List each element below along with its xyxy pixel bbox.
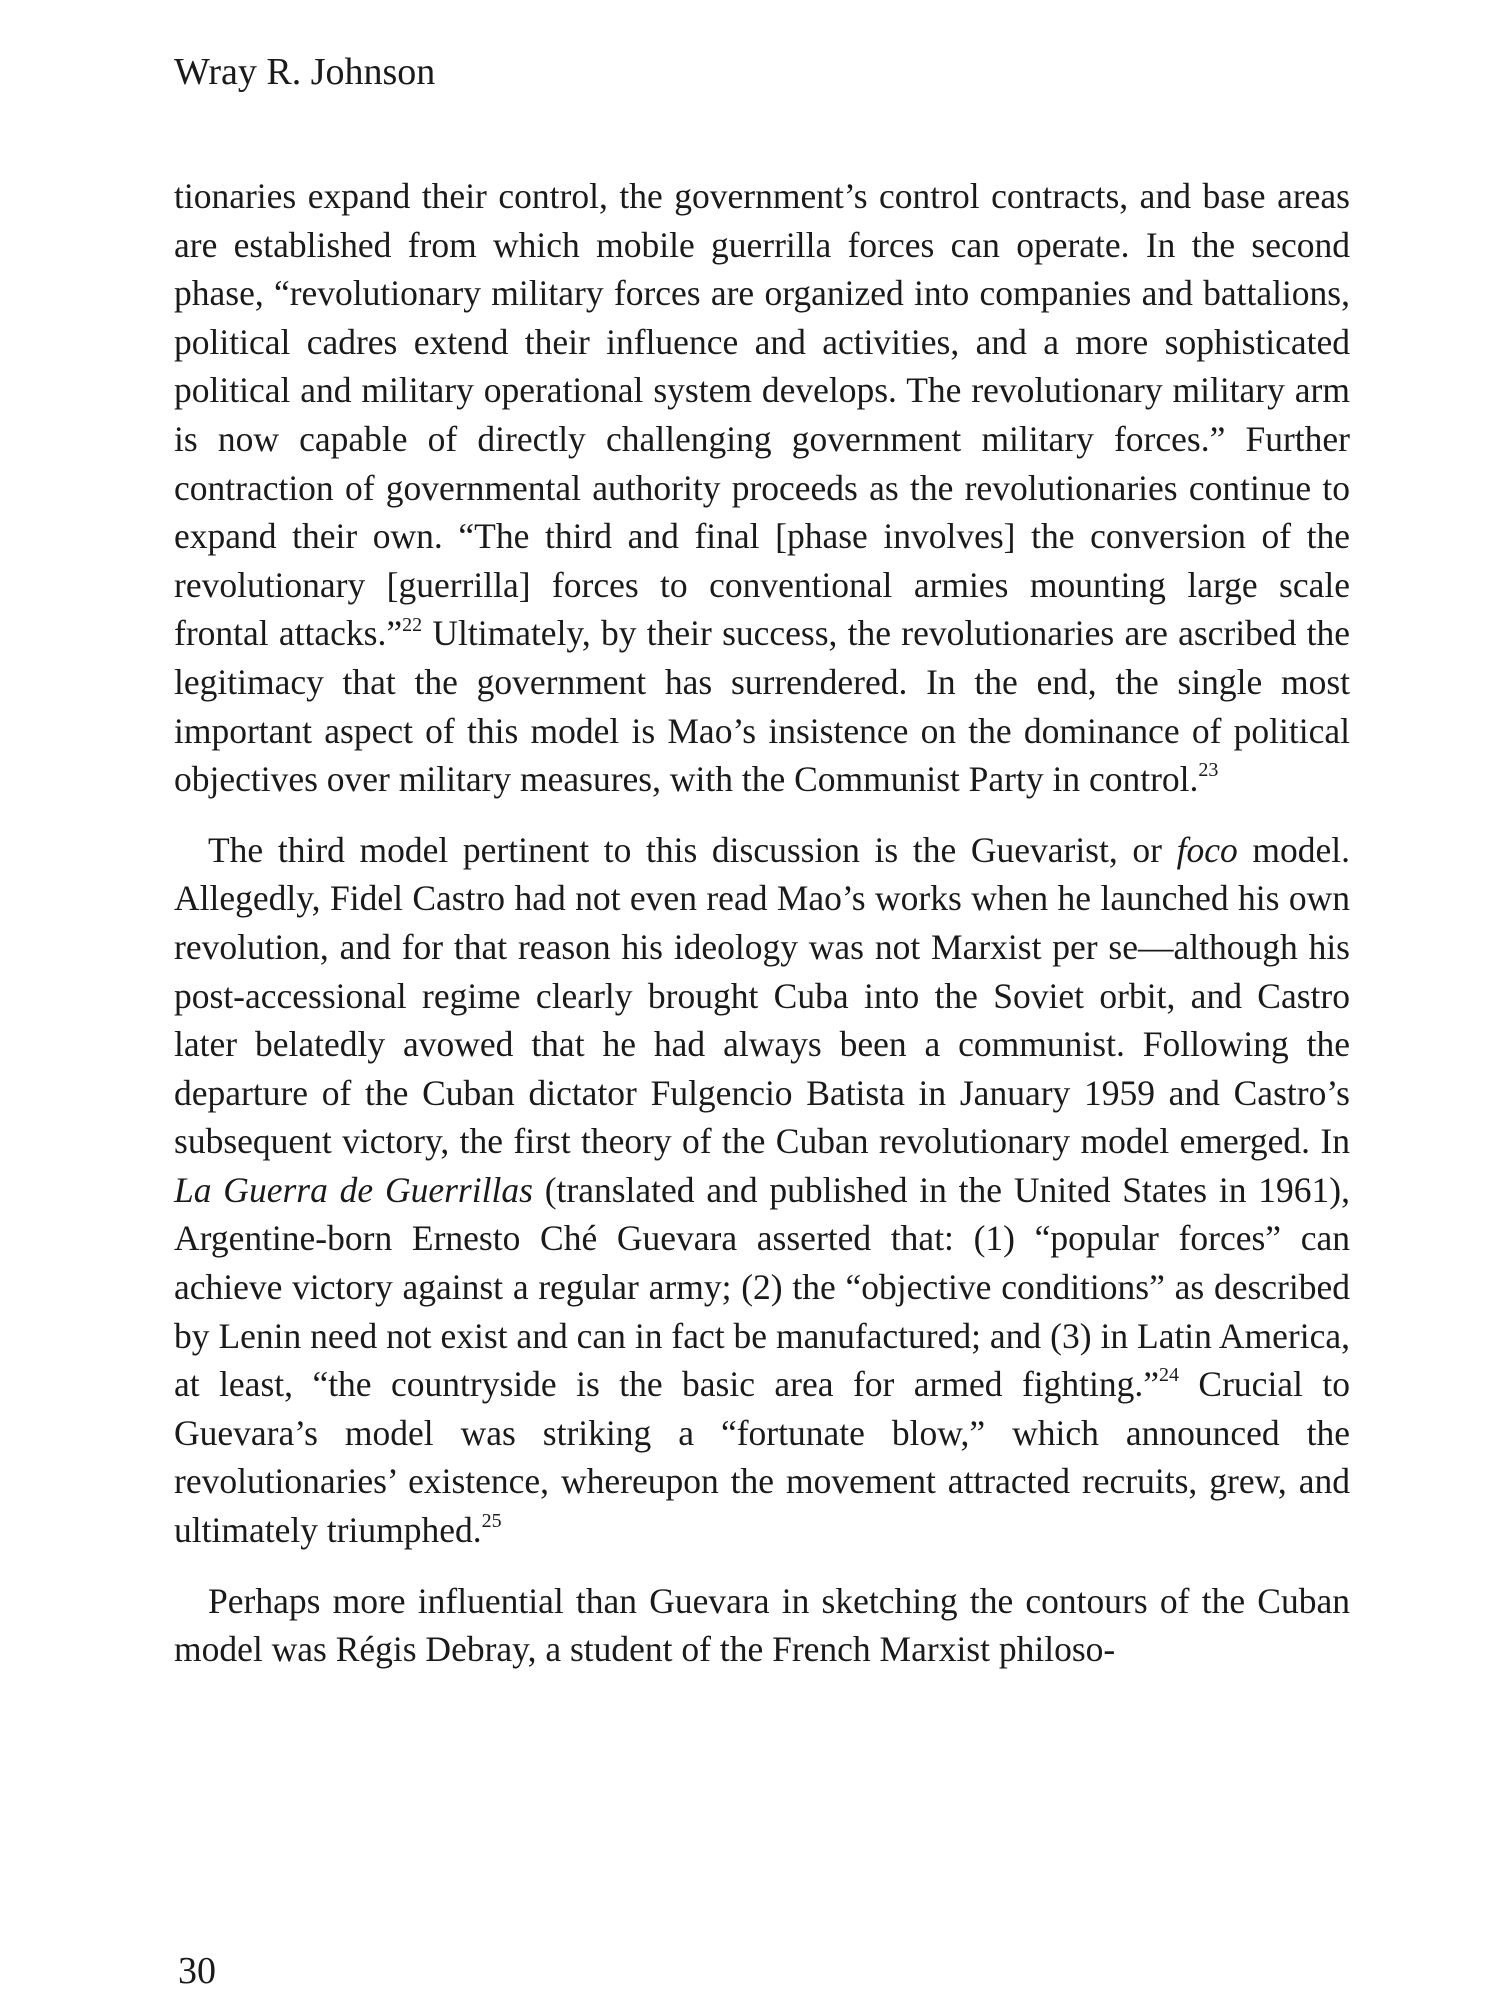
text-run: Perhaps more influential than Guevara in sketching the contours of the Cuban model was Régis Debray, a student of the French Marxist philoso- bbox=[174, 1580, 1350, 1670]
text-run: Crucial to Guevara’s model was striking a “fortunate blow,” which announced the revolutionaries’ existence, whereupon the movement attracted recruits, grew, and ultimately triumphed. bbox=[174, 1364, 1350, 1551]
text-run: model. Allegedly, Fidel Castro had not even read Mao’s works when he launched his own revolution, and for that reason his ideology was not Marxist per se—although his post-accessional regime clearly brought Cuba into the Soviet orbit, and Castro later belatedly avowed that he had always been a communist. Following the departure of the Cuban dictator Fulgencio Batista in January 1959 and Castro’s subsequent victory, the first theory of the Cuban revolutionary model emerged. In bbox=[174, 829, 1350, 1162]
footnote-reference: 25 bbox=[481, 1510, 502, 1533]
body-paragraph bbox=[174, 826, 1350, 1555]
italic-term: foco bbox=[1176, 829, 1238, 870]
page-number: 30 bbox=[178, 1950, 216, 1992]
footnote-reference: 22 bbox=[402, 613, 423, 636]
body-paragraph bbox=[174, 1577, 1350, 1674]
text-run: The third model pertinent to this discussion is the Guevarist, or bbox=[208, 829, 1177, 870]
text-run: tionaries expand their control, the government’s control contracts, and base areas are established from which mobile guerrilla forces can operate. In the second phase, “revolutionary military forces are organized into companies and battalions, political cadres extend their influence and activities, and a more sophisticated political and military operational system develops. The revolutionary military arm is now capable of directly challenging government military forces.” Further contraction of governmental authority proceeds as the revolutionaries continue to expand their own. “The third and final [phase involves] the conversion of the revolutionary [guerrilla] forces to conventional armies mounting large scale frontal attacks.” bbox=[174, 176, 1350, 654]
text-run: (translated and published in the United States in 1961), Argentine-born Ernesto Ché Guevara asserted that: (1) “popular forces” can achieve victory against a regular army; (2) the “objective conditions” as described by Lenin need not exist and can in fact be manufactured; and (3) in Latin America, at least, “the countryside is the basic area for armed fighting.” bbox=[174, 1169, 1350, 1405]
body-paragraph bbox=[174, 172, 1350, 804]
footnote-reference: 24 bbox=[1158, 1364, 1179, 1387]
italic-term: La Guerra de Guerrillas bbox=[174, 1169, 533, 1210]
footnote-reference: 23 bbox=[1198, 759, 1219, 782]
body-text bbox=[174, 172, 1350, 1696]
text-run: Ultimately, by their success, the revolutionaries are ascribed the legitimacy that the government has surrendered. In the end, the single most important aspect of this model is Mao’s insistence on the dominance of political objectives over military measures, with the Communist Party in control. bbox=[174, 613, 1350, 800]
running-head-author: Wray R. Johnson bbox=[174, 51, 436, 93]
